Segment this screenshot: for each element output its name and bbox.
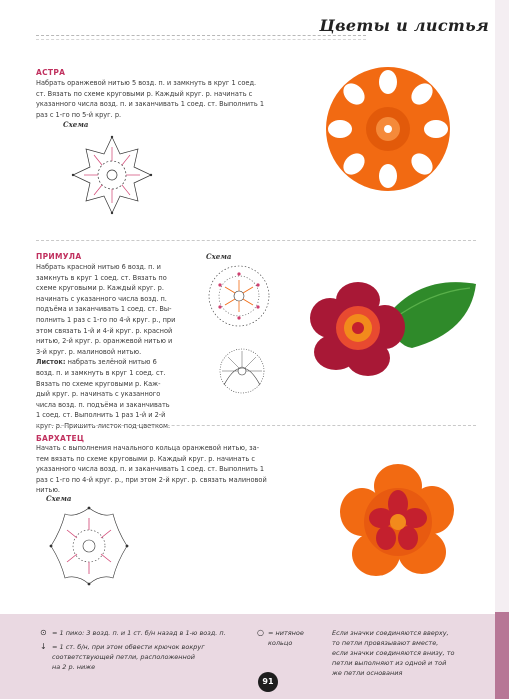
schema-label-primula: Схема: [206, 252, 232, 261]
legend-item-ring: = нитяное кольцо: [268, 629, 304, 647]
section-title-primula: ПРИМУЛА: [36, 252, 82, 261]
primula-flower-schema: [203, 260, 275, 332]
page-number: 91: [258, 672, 278, 692]
legend-panel: [0, 614, 495, 699]
page-gutter: [495, 0, 509, 699]
yarn-ring-icon: ○: [257, 628, 264, 637]
schema-label-astra: Схема: [63, 120, 89, 129]
barkhatets-photo: [338, 462, 458, 582]
legend-item-picot: = 1 пико: 3 возд. п. и 1 ст. б/н назад в 1-ю возд. п.: [52, 629, 226, 637]
section-divider: [36, 425, 476, 426]
section-text-barkhatets: Начать с выполнения начального кольца оранжевой нитью, за- тем вязать по схеме круговыми р. Каждый круг. р. начинать с указанного числа возд. п. и заканчивать 1 соед. ст. Выполнить 1 раз с 1-го по 4-й круг. р., при этом 2-й круг. р. связать малиновой нитью.: [36, 444, 267, 495]
legend-note: Если значки соединяются вверху, то петли провязывают вместе, если значки соединяются внизу, то петли выполняют из одной и той же петли основания: [332, 629, 455, 677]
picot-symbol-icon: ⊙: [40, 628, 47, 637]
astra-photo: [318, 64, 458, 194]
legend-item-stitch: = 1 ст. б/н, при этом обвести крючок вокруг соответствующей петли, расположенной на 2 р. ниже: [52, 643, 205, 671]
arrow-down-stitch-icon: ↓: [40, 642, 47, 651]
section-title-astra: АСТРА: [36, 68, 66, 77]
leaf-label: Листок:: [36, 358, 66, 367]
header-rule: [36, 35, 366, 36]
schema-label-barkhatets: Схема: [46, 494, 72, 503]
primula-photo: [300, 272, 480, 382]
section-text-primula: Набрать красной нитью 6 возд. п. и замкнуть в круг 1 соед. ст. Вязать по схеме круговыми р. Каждый круг. р. начинать с указанного числа возд. п. подъёма и заканчивать 1 соед. ст. Вы- полнить 1 раз с 1-го по 4-й круг. р., при этом связать 1-й и 4-й круг. р. красной нитью, 2-й круг. р. оранжевой нитью и 3-й круг. р. малиновой нитью. Листок: набрать зелёной нитью 6 возд. п. и замкнуть в круг 1 соед. ст. Вязать по схеме круговыми р. Каж- дый круг. р. начинать с указанного числа возд. п. подъёма и заканчивать 1 соед. ст. Выполнить 1 раз 1-й и 2-й круг. р. Пришить листок под цветком.: [36, 263, 176, 430]
gutter-marker: [495, 612, 509, 699]
section-text-astra: Набрать оранжевой нитью 5 возд. п. и замкнуть в круг 1 соед. ст. Вязать по схеме круговыми р. Каждый круг. р. начинать с указанного числа возд. п. и заканчивать 1 соед. ст. Выполнить 1 раз с 1-го по 5-й круг. р.: [36, 79, 265, 119]
header-rule-secondary: [36, 39, 366, 40]
page-title: Цветы и листья: [319, 16, 489, 35]
barkhatets-schema-diagram: [43, 500, 135, 592]
section-divider: [36, 240, 476, 241]
section-title-barkhatets: БАРХАТЕЦ: [36, 434, 85, 443]
primula-leaf-schema: [216, 345, 268, 397]
astra-schema-diagram: [62, 125, 162, 225]
